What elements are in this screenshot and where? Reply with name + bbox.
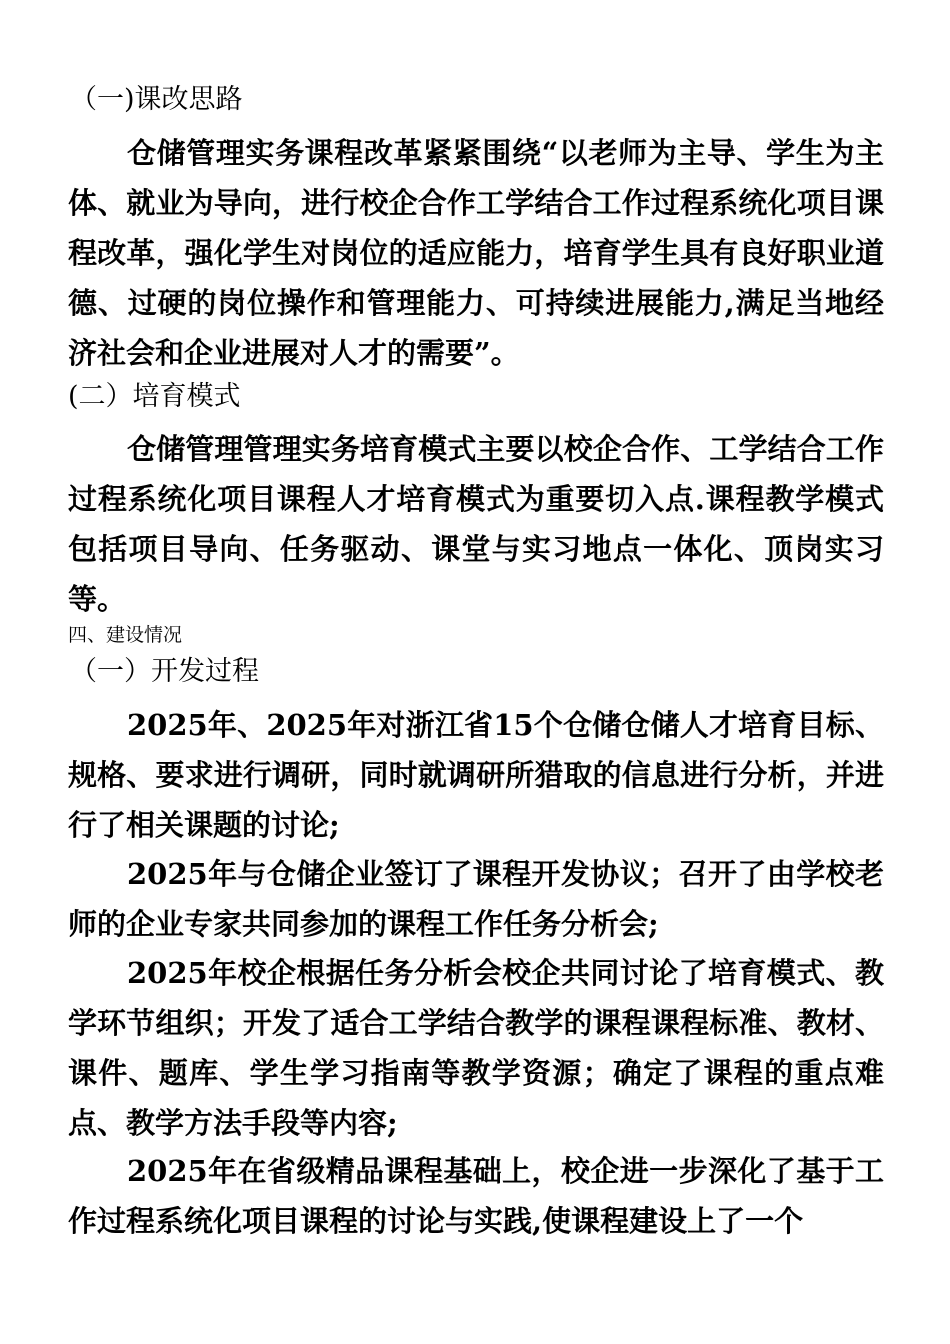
paragraph-dev-step-3: 2025年校企根据任务分析会校企共同讨论了培育模式、教学环节组织；开发了适合工学结合教学的课程课程标准、教材、课件、题库、学生学习指南等教学资源；确定了课程的重点难点、教学方法手段等内容;	[68, 956, 884, 1140]
paragraph-dev-step-1: 2025年、2025年对浙江省15个仓储仓储人才培育目标、规格、要求进行调研，同时就调研所猎取的信息进行分析，并进行了相关课题的讨论;	[68, 708, 884, 842]
paragraph-dev-step-4: 2025年在省级精品课程基础上，校企进一步深化了基于工作过程系统化项目课程的讨论与实践,使课程建设上了一个	[68, 1154, 884, 1238]
paragraph-reform-idea: 仓储管理实务课程改革紧紧围绕“以老师为主导、学生为主体、就业为导向，进行校企合作工学结合工作过程系统化项目课程改革，强化学生对岗位的适应能力，培育学生具有良好职业道德、过硬的岗位操作和管理能力、可持续进展能力,满足当地经济社会和企业进展对人才的需要”。	[68, 136, 884, 370]
paragraph-dev-step-2: 2025年与仓储企业签订了课程开发协议；召开了由学校老师的企业专家共同参加的课程工作任务分析会;	[68, 857, 884, 941]
section-heading-training-mode: (二）培育模式	[68, 381, 241, 412]
section-heading-dev-process: （一）开发过程	[70, 656, 259, 687]
chapter-heading-construction: 四、建设情况	[68, 624, 183, 646]
paragraph-training-mode: 仓储管理管理实务培育模式主要以校企合作、工学结合工作过程系统化项目课程人才培育模式为重要切入点.课程教学模式包括项目导向、任务驱动、课堂与实习地点一体化、顶岗实习等。	[68, 432, 884, 616]
section-heading-reform-idea: （一)课改思路	[70, 84, 243, 115]
